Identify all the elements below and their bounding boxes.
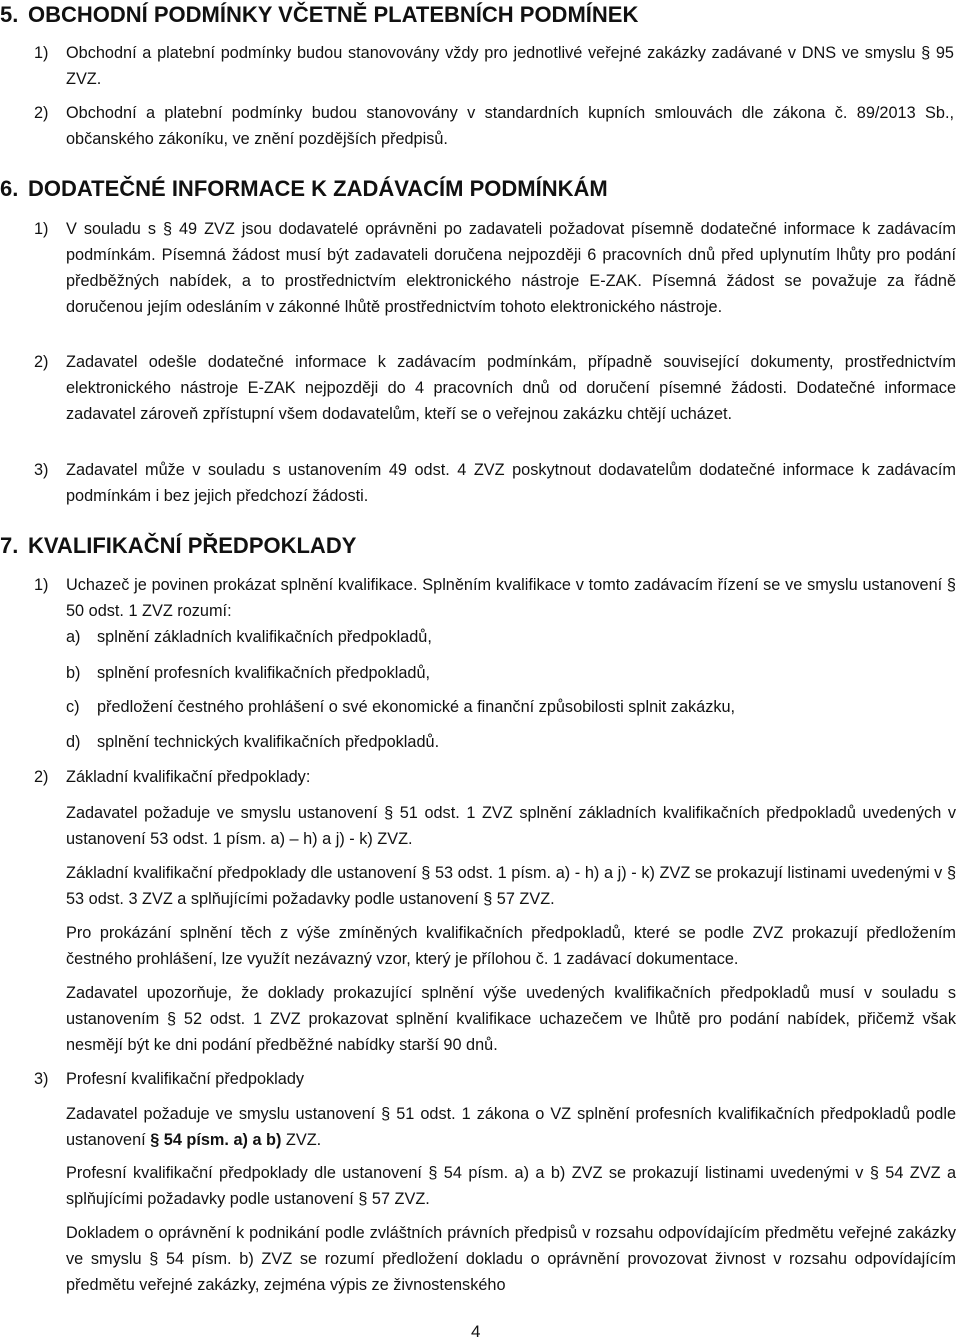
paragraph <box>66 1101 956 1153</box>
list-marker: 1) <box>34 220 49 238</box>
section-number: 5. <box>0 2 19 27</box>
section-number: 7. <box>0 533 19 558</box>
section-number: 6. <box>0 176 19 201</box>
section-title: OBCHODNÍ PODMÍNKY VČETNĚ PLATEBNÍCH PODMÍNEK <box>28 2 639 27</box>
section-6-heading <box>0 176 608 202</box>
list-marker: 2) <box>34 104 49 122</box>
page-number: 4 <box>471 1322 481 1341</box>
sublist-marker: c) <box>66 698 80 716</box>
section-title: KVALIFIKAČNÍ PŘEDPOKLADY <box>28 533 357 558</box>
paragraph: Pro prokázání splnění těch z výše zmíněných kvalifikačních předpokladů, které se podle ZVZ prokazují předložením čestného prohlášení, lze využít nezávazný vzor, který je přílohou č. 1 zadávací dokumentace. <box>66 924 956 968</box>
paragraph: Dokladem o oprávnění k podnikání podle zvláštních právních předpisů v rozsahu odpovídajícím předmětu veřejné zakázky ve smyslu § 54 písm. b) ZVZ se rozumí předložení dokladu o oprávnění provozovat živnost v rozsahu odpovídajícím předmětu veřejné zakázky, zejména výpis ze živnostenského <box>66 1224 956 1294</box>
list-marker: 1) <box>34 44 49 62</box>
list-marker: 2) <box>34 353 49 371</box>
section-7-item-2-heading: Základní kvalifikační předpoklady: <box>66 768 311 786</box>
sublist-marker: a) <box>66 628 81 646</box>
section-7-heading <box>0 533 356 559</box>
paragraph: Profesní kvalifikační předpoklady dle ustanovení § 54 písm. a) a b) ZVZ se prokazují listinami uvedenými v § 54 ZVZ a splňujícími požadavky podle ustanovení § 57 ZVZ. <box>66 1164 956 1208</box>
section-5-heading <box>0 2 638 28</box>
list-marker: 3) <box>34 1070 49 1088</box>
sublist-item-a: splnění základních kvalifikačních předpokladů, <box>97 628 432 646</box>
section-5-item-1: Obchodní a platební podmínky budou stanovovány vždy pro jednotlivé veřejné zakázky zadávané v DNS ve smyslu § 95 ZVZ. <box>66 44 954 88</box>
section-title: DODATEČNÉ INFORMACE K ZADÁVACÍM PODMÍNKÁM <box>28 176 608 201</box>
text-run: ZVZ. <box>281 1131 322 1149</box>
sublist-marker: b) <box>66 664 81 682</box>
sublist-item-b: splnění profesních kvalifikačních předpokladů, <box>97 664 431 682</box>
bold-text-run: § 54 písm. a) a b) <box>150 1131 282 1149</box>
text-run: Zadavatel požaduje ve smyslu ustanovení § 51 odst. 1 zákona o VZ splnění profesních kvalifikačních předpokladů podle ustanovení <box>66 1105 956 1149</box>
paragraph: Zadavatel požaduje ve smyslu ustanovení § 51 odst. 1 ZVZ splnění základních kvalifikačních předpokladů uvedených v ustanovení 53 odst. 1 písm. a) – h) a j) - k) ZVZ. <box>66 804 956 848</box>
list-marker: 1) <box>34 576 49 594</box>
section-6-item-1: V souladu s § 49 ZVZ jsou dodavatelé oprávněni po zadavateli požadovat písemně dodatečné informace k zadávacím podmínkám. Písemná žádost musí být zadavateli doručena nejpozději 6 pracovních dnů před uplynutím lhůty pro podání předběžných nabídek, a to prostřednictvím elektronického nástroje E-ZAK. Písemná žádost se považuje za řádně doručenou jejím odesláním v zákonné lhůtě prostřednictvím tohoto elektronického nástroje. <box>66 220 956 316</box>
section-5-item-2: Obchodní a platební podmínky budou stanovovány v standardních kupních smlouvách dle zákona č. 89/2013 Sb., občanského zákoníku, ve znění pozdějších předpisů. <box>66 104 954 148</box>
section-7-item-1: Uchazeč je povinen prokázat splnění kvalifikace. Splněním kvalifikace v tomto zadávacím řízení se ve smyslu ustanovení § 50 odst. 1 ZVZ rozumí: <box>66 576 956 620</box>
section-6-item-2: Zadavatel odešle dodatečné informace k zadávacím podmínkám, případně související dokumenty, prostřednictvím elektronického nástroje E-ZAK nejpozději do 4 pracovních dnů od doručení písemné žádosti. Dodatečné informace zadavatel zároveň zpřístupní všem dodavatelům, kteří se o veřejnou zakázku chtějí ucházet. <box>66 353 956 423</box>
section-6-item-3: Zadavatel může v souladu s ustanovením 49 odst. 4 ZVZ poskytnout dodavatelům dodatečné informace k zadávacím podmínkám i bez jejich předchozí žádosti. <box>66 461 956 505</box>
sublist-item-c: předložení čestného prohlášení o své ekonomické a finanční způsobilosti splnit zakázku, <box>97 698 736 716</box>
section-7-item-3-heading: Profesní kvalifikační předpoklady <box>66 1070 305 1088</box>
sublist-item-d: splnění technických kvalifikačních předpokladů. <box>97 733 440 751</box>
paragraph: Základní kvalifikační předpoklady dle ustanovení § 53 odst. 1 písm. a) - h) a j) - k) ZVZ se prokazují listinami uvedenými v § 53 odst. 3 ZVZ a splňujícími požadavky podle ustanovení § 57 ZVZ. <box>66 864 956 908</box>
list-marker: 3) <box>34 461 49 479</box>
sublist-marker: d) <box>66 733 81 751</box>
list-marker: 2) <box>34 768 49 786</box>
paragraph: Zadavatel upozorňuje, že doklady prokazující splnění výše uvedených kvalifikačních předpokladů musí v souladu s ustanovením § 52 odst. 1 ZVZ prokazovat splnění kvalifikace uchazečem ve lhůtě pro podání nabídek, přičemž však nesmějí být ke dni podání předběžné nabídky starší 90 dnů. <box>66 984 956 1054</box>
